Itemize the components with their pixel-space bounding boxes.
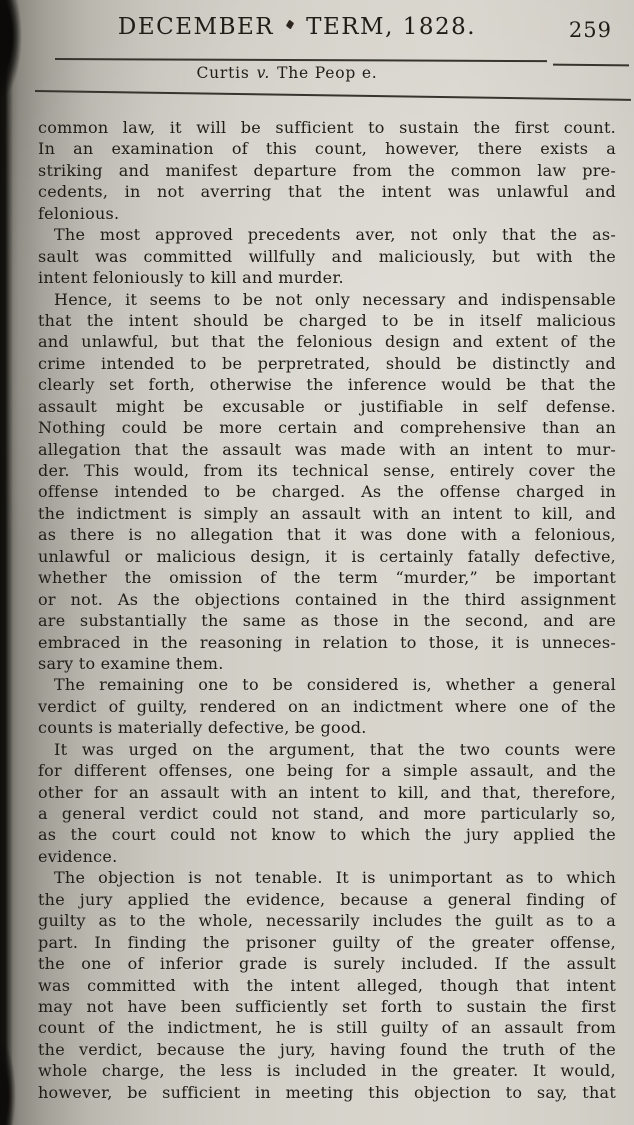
text-line: offense intended to be charged. As the offense charged in (38, 482, 616, 502)
text-line: common law, it will be sufficient to sustain the first count. (38, 118, 616, 137)
text-line: counts is materially defective, be good. (38, 718, 367, 738)
text-line: that the intent should be charged to be in itself malicious (38, 310, 616, 330)
text-line: count of the indictment, he is still guilty of an assault from (38, 1018, 616, 1038)
text-line: The objection is not tenable. It is unimportant as to which (54, 868, 616, 888)
paragraph (38, 674, 616, 738)
text-block (38, 117, 616, 1103)
text-line: cedents, in not averring that the intent was unlawful and (38, 182, 616, 202)
text-line: evidence. (38, 846, 118, 866)
text-line: In an examination of this count, however, there exists a (38, 139, 616, 159)
running-head (0, 64, 574, 82)
text-line: the indictment is simply an assault with an intent to kill, and (38, 503, 616, 523)
text-line: and unlawful, but that the felonious design and extent of the (38, 332, 616, 352)
text-line: for different offenses, one being for a simple assault, and the (38, 761, 616, 781)
case-plaintiff: Curtis (196, 64, 250, 82)
case-defendant: The Peop e. (277, 64, 378, 82)
page-header (0, 14, 594, 40)
text-line: a general verdict could not stand, and more particularly so, (38, 804, 616, 823)
text-line: allegation that the assault was made with an intent to mur- (38, 439, 616, 459)
page-number: 259 (568, 18, 612, 42)
paragraph (38, 289, 616, 675)
case-versus: v. (256, 64, 271, 82)
text-line: It was urged on the argument, that the two counts were (54, 739, 616, 759)
text-line: the verdict, because the jury, having found the truth of the (38, 1039, 616, 1059)
text-line: assault might be excusable or justifiable in self defense. (38, 396, 616, 416)
text-line: was committed with the intent alleged, though that intent (38, 975, 616, 995)
text-line: Hence, it seems to be not only necessary and indispensable (54, 289, 616, 309)
text-line: other for an assault with an intent to kill, and that, therefore, (38, 782, 616, 802)
text-line: der. This would, from its technical sense, entirely cover the (38, 461, 616, 480)
text-line: may not have been sufficiently set forth to sustain the first (38, 996, 616, 1016)
text-line: felonious. (38, 203, 120, 223)
text-line: embraced in the reasoning in relation to those, it is unneces- (38, 632, 616, 652)
text-line: as the court could not know to which the jury applied the (38, 825, 616, 845)
ink-spot-icon (286, 19, 294, 29)
text-line: as there is no allegation that it was done with a felonious, (38, 525, 616, 545)
text-line: crime intended to be perpretrated, should be distinctly and (38, 353, 616, 373)
divider-line (55, 58, 547, 62)
text-line: guilty as to the whole, necessarily includes the guilt as to a (38, 911, 616, 931)
scan-corner-blotch (0, 0, 24, 102)
text-line: Nothing could be more certain and comprehensive than an (38, 418, 616, 438)
paragraph (38, 224, 616, 288)
text-line: or not. As the objections contained in the third assignment (38, 589, 616, 609)
text-line: however, be sufficient in meeting this objection to say, that (38, 1082, 616, 1102)
text-line: sault was committed willfully and maliciously, but with the (38, 246, 616, 266)
text-line: The most approved precedents aver, not only that the as- (54, 225, 616, 245)
paragraph (38, 739, 616, 868)
text-line: striking and manifest departure from the common law pre- (38, 160, 616, 180)
term-title-left: DECEMBER (117, 14, 275, 40)
paragraph (38, 117, 616, 224)
divider-line (35, 90, 631, 101)
text-line: the jury applied the evidence, because a general finding of (38, 889, 616, 909)
text-line: are substantially the same as those in the second, and are (38, 611, 616, 631)
text-line: part. In finding the prisoner guilty of the greater offense, (38, 932, 616, 952)
text-line: unlawful or malicious design, it is certainly fatally defective, (38, 546, 616, 566)
text-line: sary to examine them. (38, 653, 224, 673)
paragraph (38, 867, 616, 1103)
text-line: whole charge, the less is included in the greater. It would, (38, 1061, 616, 1081)
text-line: the one of inferior grade is surely included. If the assult (38, 954, 616, 974)
scan-bottom-blotch (0, 1041, 20, 1125)
text-line: whether the omission of the term “murder,” be important (38, 568, 616, 588)
text-line: intent feloniously to kill and murder. (38, 268, 344, 288)
scan-edge-shadow (0, 0, 13, 1125)
text-line: verdict of guilty, rendered on an indictment where one of the (38, 696, 616, 716)
text-line: The remaining one to be considered is, whether a general (54, 675, 616, 695)
text-line: clearly set forth, otherwise the inference would be that the (38, 375, 616, 395)
term-title-right: TERM, 1828. (306, 14, 477, 40)
